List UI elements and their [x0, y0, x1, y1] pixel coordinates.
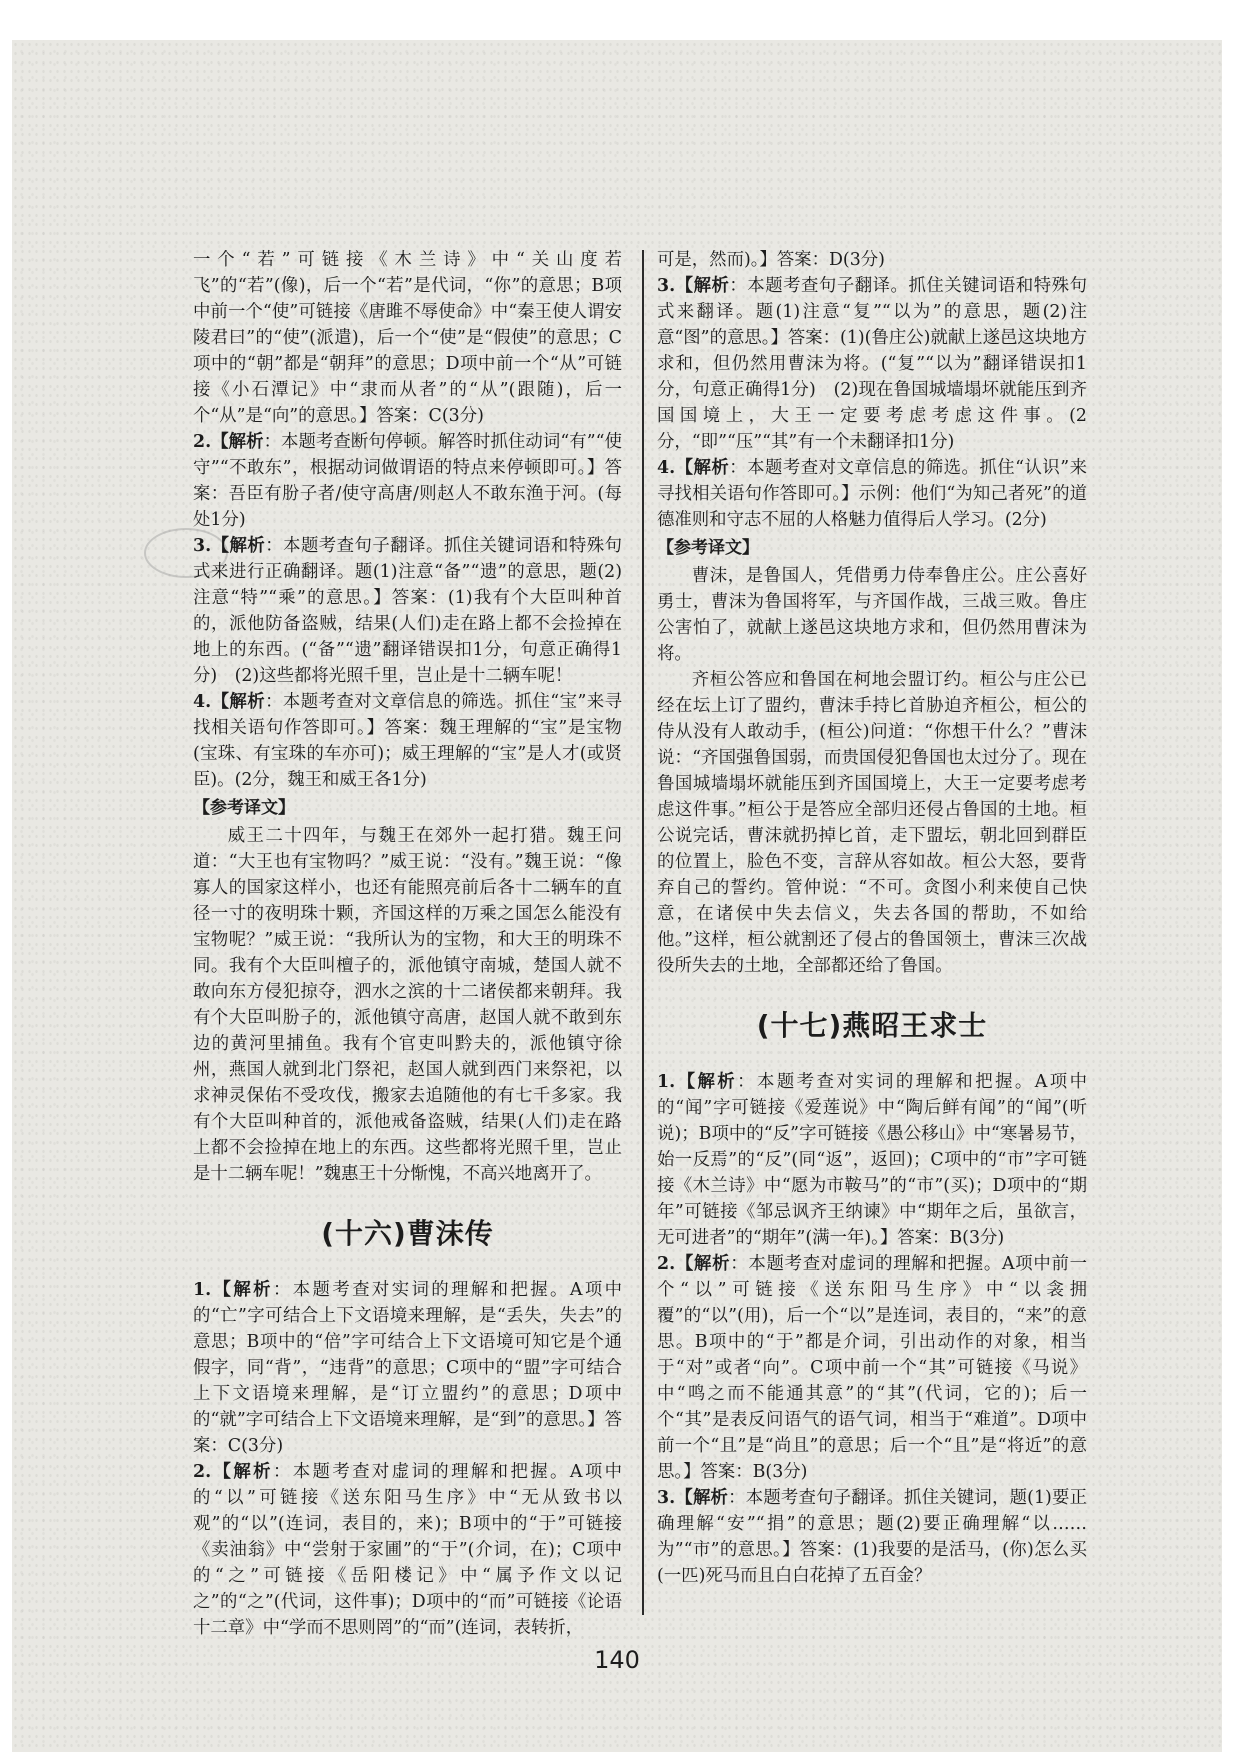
- reference-translation-heading: 【参考译文】: [657, 538, 759, 558]
- item-4: [193, 689, 622, 793]
- item-number: 1.: [193, 1280, 212, 1300]
- item-1-continuation: 一个“若”可链接《木兰诗》中“关山度若飞”的“若”(像)，后一个“若”是代词，“你”的意思；B项中前一个“使”可链接《唐雎不辱使命》中“秦王使人谓安陵君曰”的“使”(派遣)，后一个“使”是“假使”的意思；C项中的“朝”都是“朝拜”的意思；D项中前一个“从”可链接《小石潭记》中“隶而从者”的“从”(跟随)，后一个“从”是“向”的意思。】答案：C(3分): [193, 250, 622, 426]
- analysis-tag: 【解析: [211, 1280, 273, 1300]
- section-title-17: (十七)燕昭王求士: [756, 1009, 988, 1042]
- analysis-tag: 【解析: [675, 1254, 731, 1274]
- s16-item-2: [193, 1459, 622, 1641]
- item-2: [193, 429, 622, 533]
- item-text: ：本题考查断句停顿。解答时抓住动词“有”“使守”“不敢东”，根据动词做谓语的特点来停顿即可。】答案：吾臣有朌子者/使守高唐/则赵人不敢东渔于河。(每处1分): [193, 432, 622, 530]
- item-number: 3.: [657, 276, 676, 296]
- item-text: ：本题考查对实词的理解和把握。A项中的“闻”字可链接《爱莲说》中“陶后鲜有闻”的“闻”(听说)；B项中的“反”字可链接《愚公移山》中“寒暑易节，始一反焉”的“反”(同“返”，返回)；C项中的“市”字可链接《木兰诗》中“愿为市鞍马”的“市”(买)；D项中的“期年”可链接《邹忌讽齐王纳谏》中“期年之后，虽欲言，无可进者”的“期年”(满一年)。】答案：B(3分): [657, 1072, 1087, 1248]
- item-number: 1.: [657, 1072, 676, 1092]
- analysis-tag: 【解析: [211, 692, 266, 712]
- s16-item-1: [193, 1277, 622, 1459]
- column-divider: [642, 250, 644, 1615]
- item-number: 3.: [657, 1488, 676, 1508]
- s17-item-1: [657, 1069, 1087, 1251]
- item-number: 4.: [657, 458, 676, 478]
- item-text: ：本题考查句子翻译。抓住关键词，题(1)要正确理解“安”“捐”的意思；题(2)要正确理解“以……为”“市”的意思。】答案：(1)我要的是活马，(你)怎么买(一匹)死马而且白白花掉了五百金？: [657, 1488, 1087, 1586]
- left-column: [193, 247, 622, 1641]
- item-number: 2.: [193, 432, 212, 452]
- analysis-tag: 【解析: [675, 276, 730, 296]
- item-text: ：本题考查对虚词的理解和把握。A项中前一个“以”可链接《送东阳马生序》中“以衾拥覆”的“以”(用)，后一个“以”是连词，表目的，“来”的意思。B项中的“于”都是介词，引出动作的对象，相当于“对”或者“向”。C项中前一个“其”可链接《马说》中“鸣之而不能通其意”的“其”(代词，它的)；后一个“其”是表反问语气的语气词，相当于“难道”。D项中前一个“且”是“尚且”的意思；后一个“且”是“将近”的意思。】答案：B(3分): [657, 1254, 1087, 1482]
- analysis-tag: 【解析: [675, 458, 730, 478]
- item-number: 2.: [193, 1462, 212, 1482]
- item-3: [193, 533, 622, 689]
- item-text: ：本题考查对实词的理解和把握。A项中的“亡”字可结合上下文语境来理解，是“丢失，失去”的意思；B项中的“倍”字可结合上下文语境可知它是个通假字，同“背”，“违背”的意思；C项中的“盟”字可结合上下文语境来理解，是“订立盟约”的意思；D项中的“就”字可结合上下文语境来理解，是“到”的意思。】答案：C(3分): [193, 1280, 622, 1456]
- reference-translation-heading: 【参考译文】: [193, 798, 295, 818]
- analysis-tag: 【解析: [675, 1488, 729, 1508]
- item-text: ：本题考查句子翻译。抓住关键词语和特殊句式来进行正确翻译。题(1)注意“备”“遗”的意思，题(2)注意“特”“乘”的意思。】答案：(1)我有个大臣叫种首的，派他防备盗贼，结果(人们)走在路上都不会捡掉在地上的东西。(“备”“遗”翻译错误扣1分，句意正确得1分) (2)这些都将光照千里，岂止是十二辆车呢！: [193, 536, 622, 686]
- item-text: ：本题考查对文章信息的筛选。抓住“认识”来寻找相关语句作答即可。】示例：他们“为知己者死”的道德准则和守志不屈的人格魅力值得后人学习。(2分): [657, 458, 1087, 530]
- item-text: ：本题考查对文章信息的筛选。抓住“宝”来寻找相关语句作答即可。】答案：魏王理解的“宝”是宝物(宝珠、有宝珠的车亦可)；威王理解的“宝”是人才(或贤臣)。(2分，魏王和威王各1分): [193, 692, 622, 790]
- item-text: ：本题考查对虚词的理解和把握。A项中的“以”可链接《送东阳马生序》中“无从致书以观”的“以”(连词，表目的，来)；B项中的“于”可链接《卖油翁》中“尝射于家圃”的“于”(介词，在)；C项中的“之”可链接《岳阳楼记》中“属予作文以记之”的“之”(代词，这件事)；D项中的“而”可链接《论语十二章》中“学而不思则罔”的“而”(连词，表转折，: [193, 1462, 622, 1638]
- analysis-tag: 【解析: [211, 432, 264, 452]
- analysis-tag: 【解析: [211, 536, 266, 556]
- analysis-tag: 【解析: [675, 1072, 738, 1092]
- s17-item-2: [657, 1251, 1087, 1485]
- page-number: 140: [594, 1646, 640, 1674]
- right-column: [657, 247, 1087, 1589]
- item-4: [657, 455, 1087, 533]
- item-2-continuation: 可是，然而)。】答案：D(3分): [657, 250, 885, 270]
- item-3: [657, 273, 1087, 455]
- reference-translation: 威王二十四年，与魏王在郊外一起打猎。魏王问道：“大王也有宝物吗？”威王说：“没有。”魏王说：“像寡人的国家这样小，也还有能照亮前后各十二辆车的直径一寸的夜明珠十颗，齐国这样的万乘之国怎么能没有宝物呢？”威王说：“我所认为的宝物，和大王的明珠不同。我有个大臣叫檀子的，派他镇守南城，楚国人就不敢向东方侵犯掠夺，泗水之滨的十二诸侯都来朝拜。我有个大臣叫朌子的，派他镇守高唐，赵国人就不敢到东边的黄河里捕鱼。我有个官吏叫黔夫的，派他镇守徐州，燕国人就到北门祭祀，赵国人就到西门来祭祀，以求神灵保佑不受攻伐，搬家去追随他的有七千多家。我有个大臣叫种首的，派他戒备盗贼，结果(人们)走在路上都不会捡掉在地上的东西。这些都将光照千里，岂止是十二辆车呢！”魏惠王十分惭愧，不高兴地离开了。: [193, 826, 622, 1184]
- analysis-tag: 【解析: [211, 1462, 273, 1482]
- page-sheet: [12, 40, 1222, 1752]
- reference-translation-p1: 曹沫，是鲁国人，凭借勇力侍奉鲁庄公。庄公喜好勇士，曹沫为鲁国将军，与齐国作战，三战三败。鲁庄公害怕了，就献上遂邑这块地方求和，但仍然用曹沫为将。: [657, 566, 1087, 664]
- item-text: ：本题考查句子翻译。抓住关键词语和特殊句式来翻译。题(1)注意“复”“以为”的意思，题(2)注意“图”的意思。】答案：(1)(鲁庄公)就献上遂邑这块地方求和，但仍然用曹沫为将。(“复”“以为”翻译错误扣1分，句意正确得1分) (2)现在鲁国城墙塌坏就能压到齐国国境上，大王一定要考虑考虑这件事。(2分，“即”“压”“其”有一个未翻译扣1分): [657, 276, 1087, 452]
- section-title-16: (十六)曹沫传: [321, 1217, 494, 1250]
- item-number: 3.: [193, 536, 212, 556]
- item-number: 2.: [657, 1254, 676, 1274]
- item-number: 4.: [193, 692, 212, 712]
- s17-item-3: [657, 1485, 1087, 1589]
- reference-translation-p2: 齐桓公答应和鲁国在柯地会盟订约。桓公与庄公已经在坛上订了盟约，曹沫手持匕首胁迫齐桓公，桓公的侍从没有人敢动手，(桓公)问道：“你想干什么？”曹沫说：“齐国强鲁国弱，而贵国侵犯鲁国也太过分了。现在鲁国城墙塌坏就能压到齐国国境上，大王一定要考虑考虑这件事。”桓公于是答应全部归还侵占鲁国的土地。桓公说完话，曹沫就扔掉匕首，走下盟坛，朝北回到群臣的位置上，脸色不变，言辞从容如故。桓公大怒，要背弃自己的誓约。管仲说：“不可。贪图小利来使自己快意，在诸侯中失去信义，失去各国的帮助，不如给他。”这样，桓公就割还了侵占的鲁国领土，曹沫三次战役所失去的土地，全部都还给了鲁国。: [657, 670, 1087, 976]
